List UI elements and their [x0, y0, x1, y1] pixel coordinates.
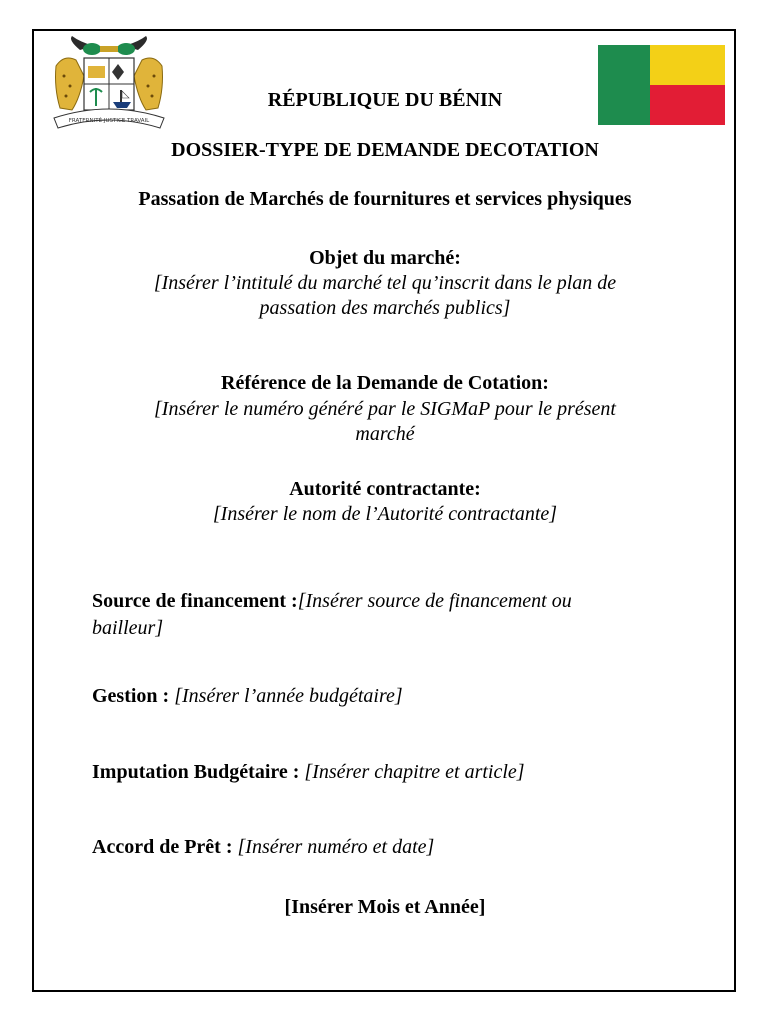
- document-subtitle: Passation de Marchés de fournitures et services physiques: [138, 188, 632, 210]
- gestion-label: Gestion :: [92, 685, 175, 707]
- date-placeholder: [Insérer Mois et Année]: [284, 896, 486, 918]
- source-financement-placeholder-line2: bailleur]: [92, 617, 164, 639]
- autorite-placeholder: [Insérer le nom de l’Autorité contractante]: [212, 503, 558, 525]
- accord-pret-placeholder: [Insérer numéro et date]: [237, 836, 435, 858]
- imputation-placeholder: [Insérer chapitre et article]: [304, 761, 525, 783]
- source-financement-line: [92, 588, 672, 614]
- reference-placeholder-line2: marché: [355, 423, 415, 445]
- reference-label: Référence de la Demande de Cotation:: [221, 372, 549, 394]
- source-financement-placeholder: [Insérer source de financement ou: [297, 590, 572, 612]
- autorite-label: Autorité contractante:: [289, 478, 481, 500]
- imputation-label: Imputation Budgétaire :: [92, 761, 305, 783]
- coat-of-arms-icon: [50, 36, 168, 134]
- source-financement-label: Source de financement :: [92, 590, 298, 612]
- accord-pret-line: [92, 834, 672, 860]
- accord-pret-label: Accord de Prêt :: [92, 836, 238, 858]
- objet-placeholder-line2: passation des marchés publics]: [259, 297, 511, 319]
- country-name: RÉPUBLIQUE DU BÉNIN: [267, 89, 503, 111]
- document-title: DOSSIER-TYPE DE DEMANDE DECOTATION: [171, 139, 599, 161]
- gestion-line: [92, 683, 672, 709]
- gestion-placeholder: [Insérer l’année budgétaire]: [174, 685, 403, 707]
- imputation-line: [92, 759, 672, 785]
- objet-placeholder-line1: [Insérer l’intitulé du marché tel qu’inscrit dans le plan de: [153, 272, 617, 294]
- benin-flag-icon: [598, 45, 725, 125]
- reference-placeholder-line1: [Insérer le numéro généré par le SIGMaP pour le présent: [154, 398, 616, 420]
- svg-text:FRATERNITÉ JUSTICE TRAVAIL: FRATERNITÉ JUSTICE TRAVAIL: [68, 118, 150, 124]
- objet-label: Objet du marché:: [309, 247, 461, 269]
